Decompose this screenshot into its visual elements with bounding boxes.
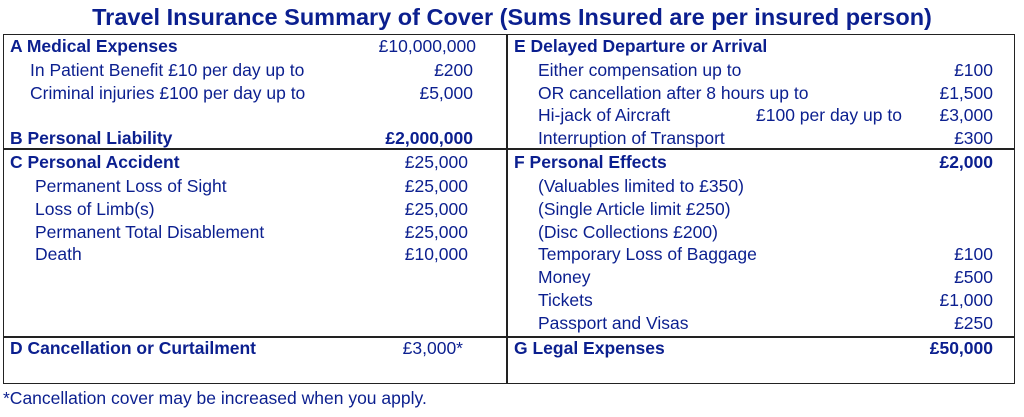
column-divider (506, 34, 508, 384)
section-f-item-label: Tickets (538, 290, 593, 310)
section-e-item-amount: £100 (954, 60, 993, 80)
section-e-item-label: Either compensation up to (538, 60, 742, 80)
section-e-item-label: Hi-jack of Aircraft (538, 105, 671, 125)
footnote: *Cancellation cover may be increased when you apply. (3, 388, 427, 408)
section-a-amount: £10,000,000 (378, 36, 476, 56)
section-c-item-label: Death (35, 244, 82, 264)
section-c-item-label: Permanent Loss of Sight (35, 176, 227, 196)
section-e-item-amount: £1,500 (939, 83, 993, 103)
section-f-item-label: Money (538, 267, 591, 287)
section-b-heading: B Personal Liability (10, 128, 173, 148)
page-title: Travel Insurance Summary of Cover (Sums Insured are per insured person) (92, 4, 932, 30)
section-e-item-amount: £3,000 (939, 105, 993, 125)
section-a-heading: A Medical Expenses (10, 36, 178, 56)
section-c-item-amount: £10,000 (404, 244, 468, 264)
section-e-item-label: Interruption of Transport (538, 128, 725, 148)
section-a-item-label: Criminal injuries £100 per day up to (30, 83, 306, 103)
section-c-item-amount: £25,000 (404, 176, 468, 196)
section-c-heading: C Personal Accident (10, 152, 180, 172)
section-c-amount: £25,000 (404, 152, 468, 172)
section-c-item-label: Permanent Total Disablement (35, 222, 265, 242)
section-f-note: (Valuables limited to £350) (538, 176, 744, 196)
section-e-item-detail: £100 per day up to (756, 105, 902, 125)
section-f-item-amount: £250 (954, 313, 993, 333)
section-f-note: (Single Article limit £250) (538, 199, 731, 219)
section-f-item-label: Temporary Loss of Baggage (538, 244, 757, 264)
section-c-item-label: Loss of Limb(s) (35, 199, 155, 219)
section-c-item-amount: £25,000 (404, 199, 468, 219)
section-f-item-amount: £500 (954, 267, 993, 287)
section-f-item-amount: £1,000 (939, 290, 993, 310)
section-g-heading: G Legal Expenses (514, 338, 665, 358)
row-divider-top (3, 148, 1015, 150)
section-a-item-amount: £200 (434, 60, 473, 80)
section-f-item-amount: £100 (954, 244, 993, 264)
section-e-heading: E Delayed Departure or Arrival (514, 36, 768, 56)
section-f-heading: F Personal Effects (514, 152, 667, 172)
section-d-amount: £3,000* (402, 338, 463, 358)
section-f-amount: £2,000 (939, 152, 993, 172)
section-a-item-amount: £5,000 (419, 83, 473, 103)
section-e-item-label: OR cancellation after 8 hours up to (538, 83, 809, 103)
section-e-item-amount: £300 (954, 128, 993, 148)
section-f-item-label: Passport and Visas (538, 313, 689, 333)
section-c-item-amount: £25,000 (404, 222, 468, 242)
section-d-heading: D Cancellation or Curtailment (10, 338, 257, 358)
section-g-amount: £50,000 (929, 338, 993, 358)
section-a-item-label: In Patient Benefit £10 per day up to (30, 60, 305, 80)
section-b-amount: £2,000,000 (385, 128, 473, 148)
section-f-note: (Disc Collections £200) (538, 222, 718, 242)
